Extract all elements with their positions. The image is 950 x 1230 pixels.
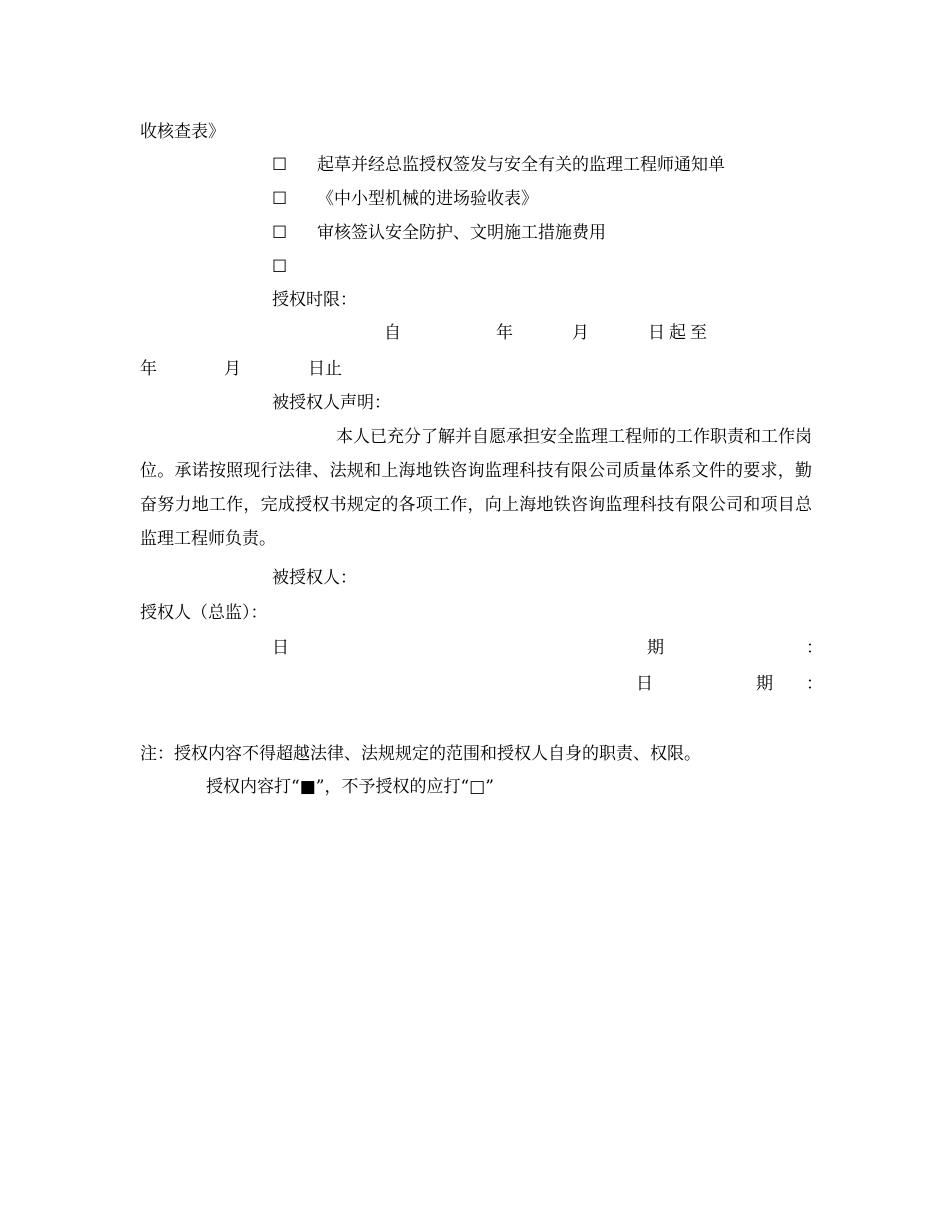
- continued-line: 收核查表》: [140, 122, 225, 142]
- declaration-label: 被授权人声明：: [272, 393, 391, 413]
- authorizer-label: 授权人（总监）：: [140, 603, 268, 623]
- period-label: 授权时限：: [272, 290, 357, 310]
- checkbox-icon[interactable]: ☐: [272, 223, 288, 243]
- checklist-item-text: 《中小型机械的进场验收表》: [317, 189, 538, 209]
- date-label-ri: 日: [272, 638, 289, 658]
- checklist-item-text: 起草并经总监授权签发与安全有关的监理工程师通知单: [317, 155, 725, 175]
- date-colon: ：: [806, 674, 823, 694]
- date-colon: ：: [806, 638, 823, 658]
- period-day-start: 日起至: [648, 323, 711, 343]
- checkbox-icon[interactable]: ☐: [272, 189, 288, 209]
- checklist-item-text: 审核签认安全防护、文明施工措施费用: [317, 223, 606, 243]
- note-line-1: 注：授权内容不得超越法律、法规规定的范围和授权人自身的职责、权限。: [140, 744, 701, 764]
- checkbox-icon[interactable]: ☐: [272, 155, 288, 175]
- authorized-person-label: 被授权人：: [272, 568, 357, 588]
- declaration-text: 本人已充分了解并自愿承担安全监理工程师的工作职责和工作岗位。承诺按照现行法律、法规和上海地铁咨询监理科技有限公司质量体系文件的要求，勤奋努力地工作，完成授权书规定的各项工作，向上海地铁咨询监理科技有限公司和项目总监理工程师负责。: [140, 427, 812, 549]
- period-month-start: 月: [572, 323, 589, 343]
- period-from: 自: [384, 323, 401, 343]
- period-day-end: 日止: [308, 359, 342, 379]
- declaration-body: [140, 420, 812, 556]
- period-year-end: 年: [140, 359, 157, 379]
- date-label-qi: 期: [756, 674, 773, 694]
- date-label-ri: 日: [636, 674, 653, 694]
- date-label-qi: 期: [647, 638, 664, 658]
- period-year-start: 年: [496, 323, 513, 343]
- checkbox-icon[interactable]: ☐: [272, 257, 288, 277]
- period-month-end: 月: [224, 359, 241, 379]
- note-line-2: 授权内容打“■”，不予授权的应打“□”: [206, 777, 494, 797]
